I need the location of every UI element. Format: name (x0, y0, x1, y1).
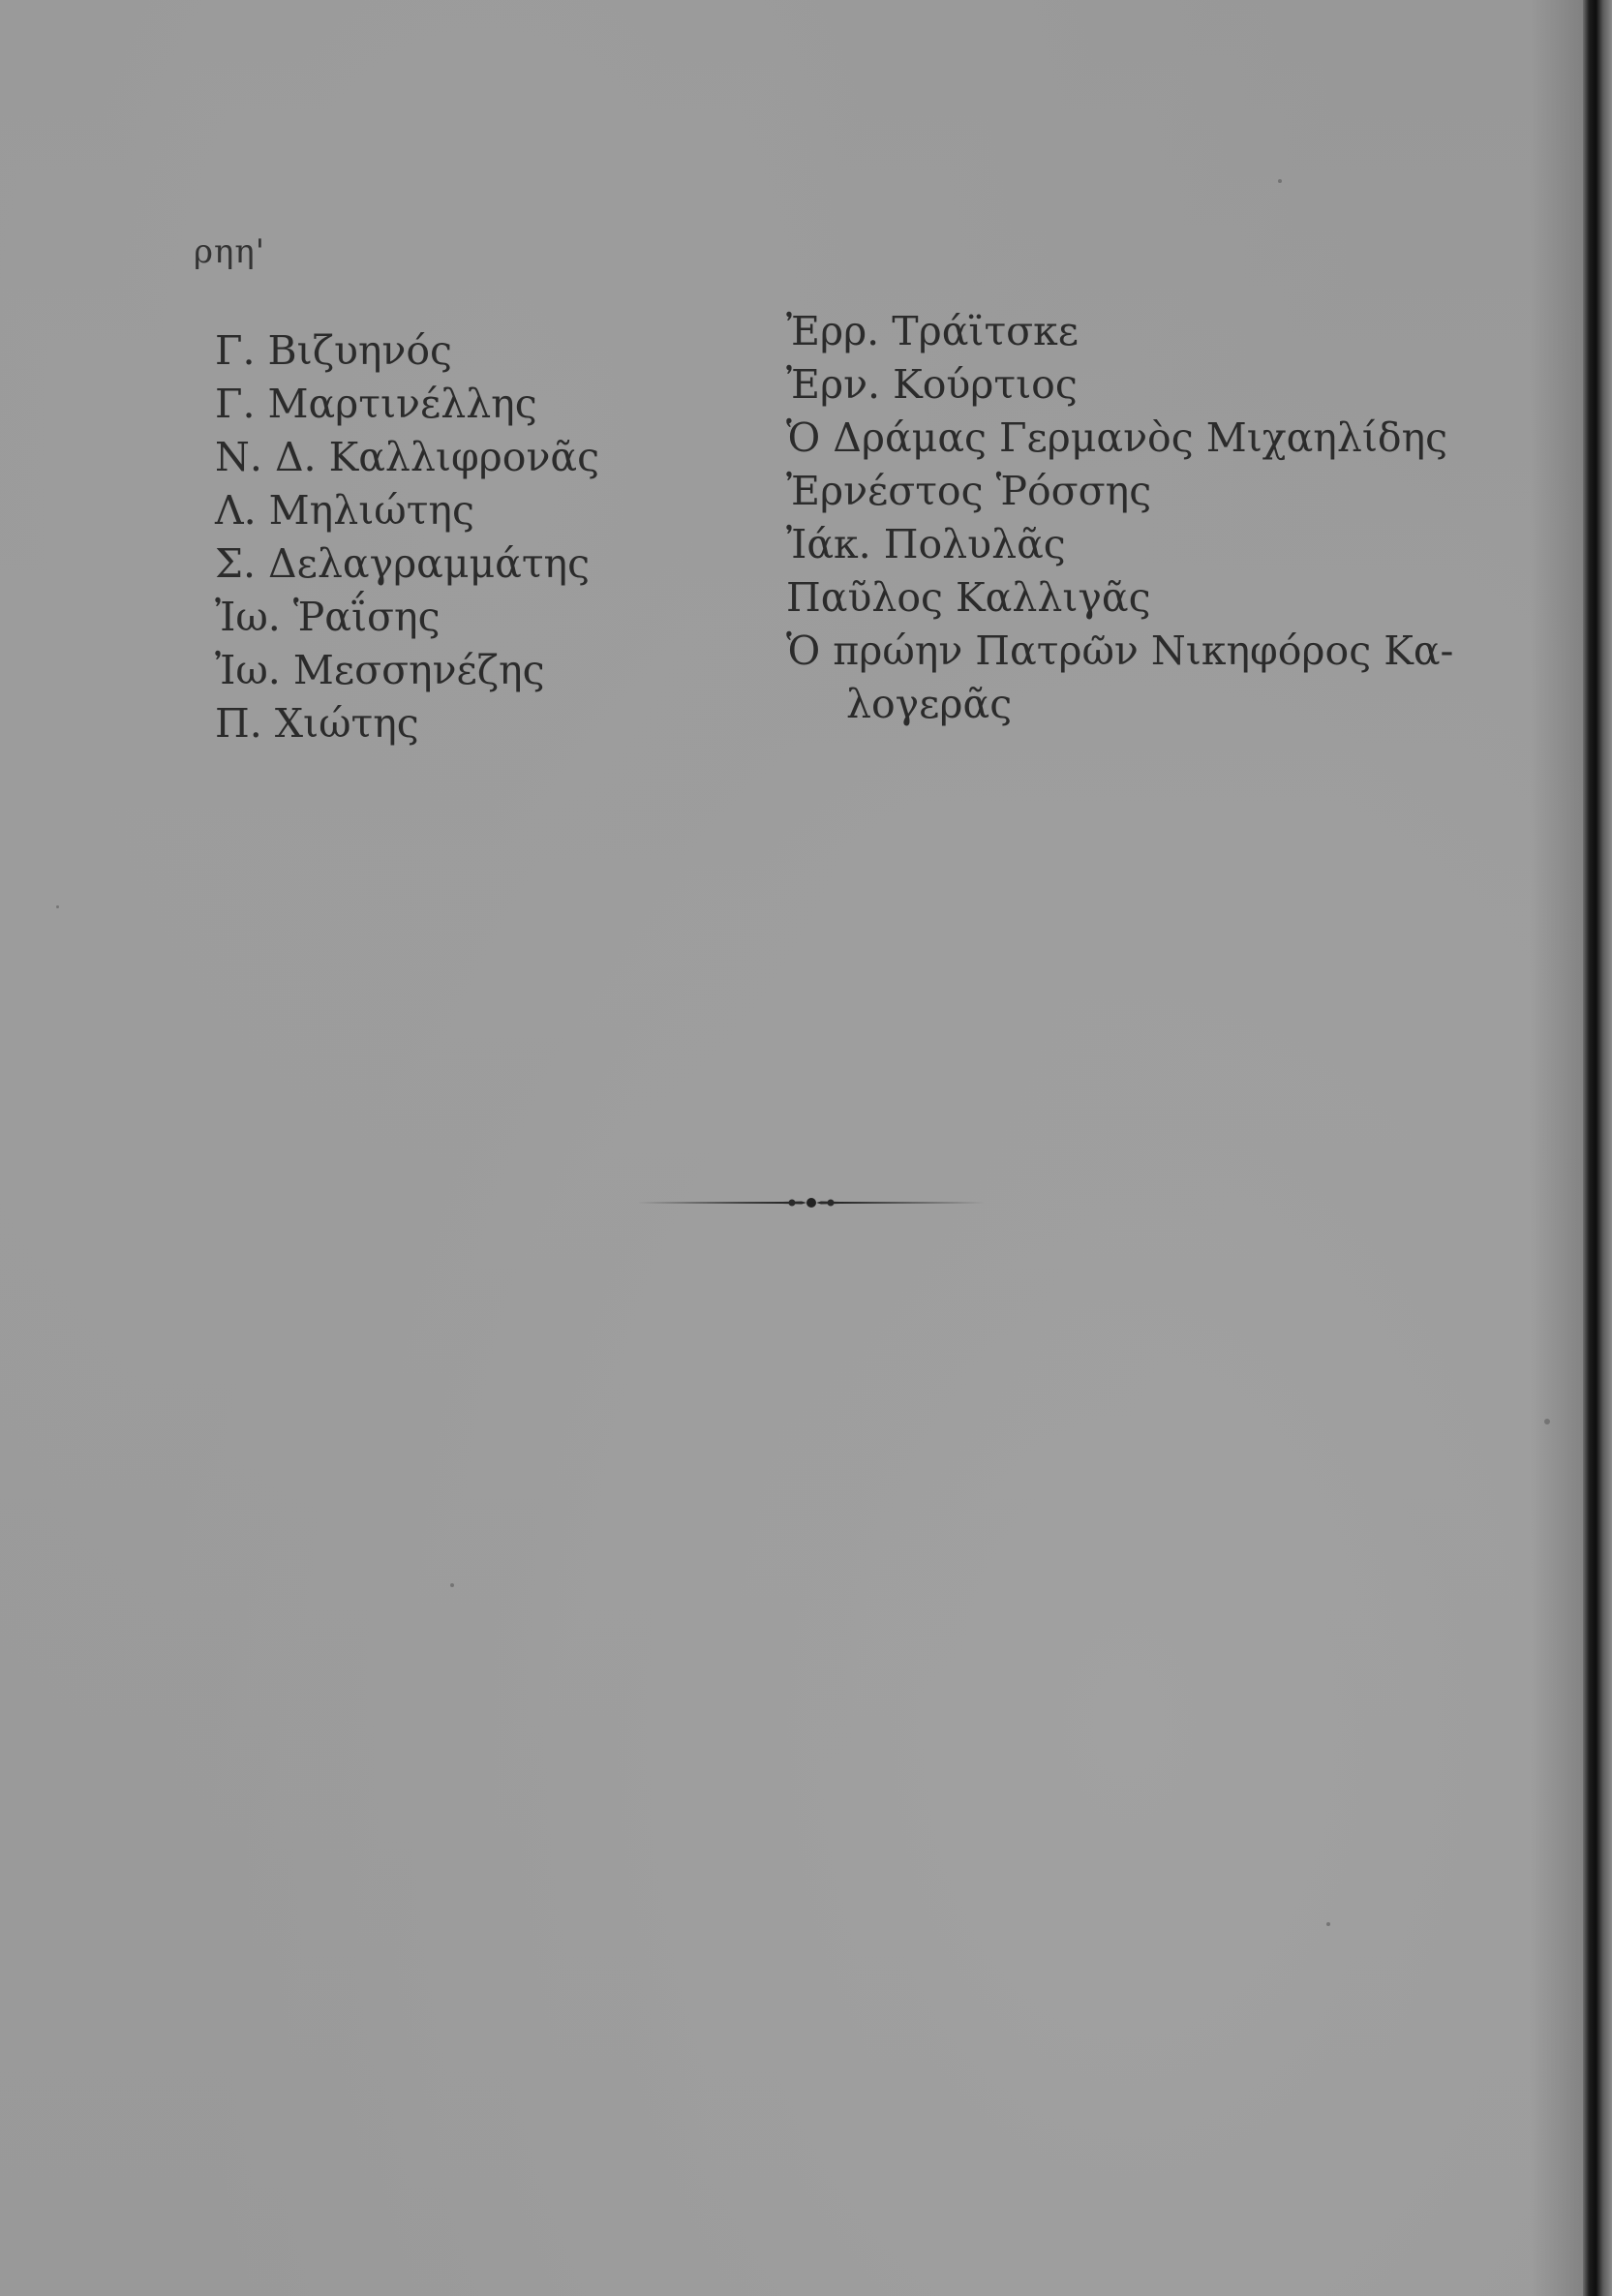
binding-edge (1583, 0, 1612, 2296)
names-list-left (215, 324, 718, 750)
list-item: Ἐρν. Κούρτιος (786, 361, 1078, 408)
binding-shadow (1530, 0, 1583, 2296)
names-list-right (786, 305, 1454, 731)
list-item: Ν. Δ. Καλλιφρονᾶς (215, 434, 600, 480)
list-item: Ὁ Δράμας Γερμανὸς Μιχαηλίδης (786, 414, 1448, 461)
list-item: Γ. Μαρτινέλλης (215, 381, 537, 427)
list-item: Ἐρρ. Τράϊτσκε (786, 308, 1079, 354)
list-item: Λ. Μηλιώτης (215, 487, 474, 534)
paper-speck (56, 905, 59, 908)
list-item: Ἰάκ. Πολυλᾶς (786, 521, 1066, 567)
paper-speck (1326, 1922, 1330, 1926)
list-item: Π. Χιώτης (215, 700, 419, 747)
paper-speck (450, 1583, 454, 1587)
list-item-continuation: λογερᾶς (846, 681, 1013, 727)
page-number: ρηη' (194, 232, 266, 271)
list-item: Ἐρνέστος Ῥόσσης (786, 468, 1152, 514)
list-item: Ἰω. Ῥαΐσης (215, 594, 441, 640)
list-item: Ἰω. Μεσσηνέζης (215, 647, 545, 693)
list-item: Παῦλος Καλλιγᾶς (786, 574, 1151, 621)
paper-speck (1278, 179, 1282, 183)
ornamental-divider (637, 1193, 986, 1212)
list-item: Γ. Βιζυηνός (215, 327, 452, 374)
list-item: Ὁ πρώην Πατρῶν Νικηφόρος Κα- (786, 628, 1454, 674)
list-item: Σ. Δελαγραμμάτης (215, 540, 591, 587)
